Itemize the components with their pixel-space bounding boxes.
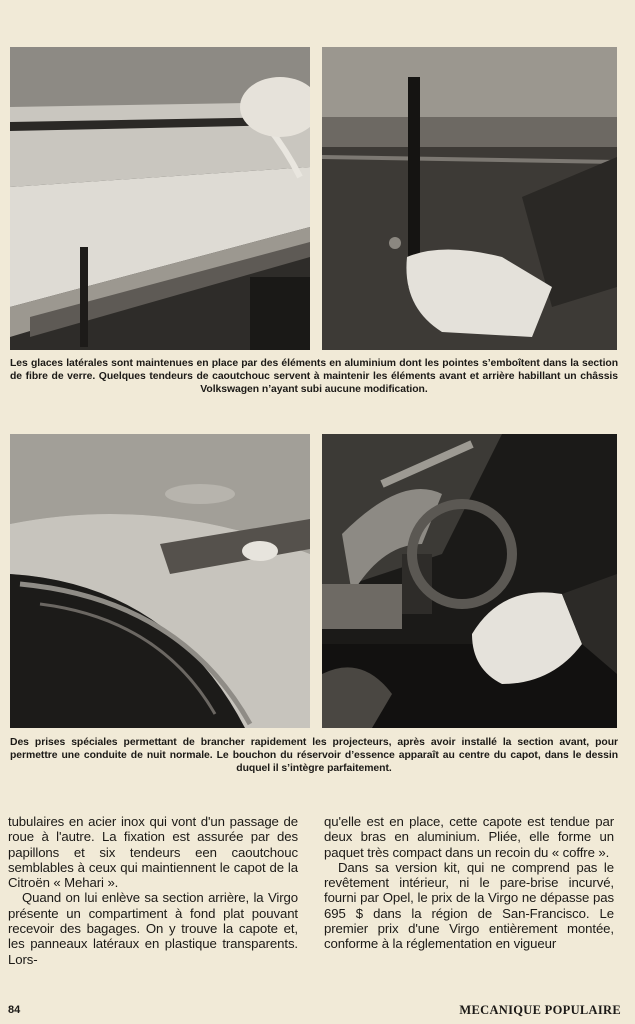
article-right-paragraph-1: qu'elle est en place, cette capote est tendue par deux bras en aluminium. Pliée, elle forme un paquet très compact dans un recoin du « coffre ».: [324, 814, 614, 860]
article-column-right: [324, 814, 614, 952]
article-left-paragraph-1: tubulaires en acier inox qui vont d'un passage de roue à l'autre. La fixation est assurée par des papillons et six tendeurs een caoutchouc semblables à ceux qui maintiennent le capot de la Citroën « Mehari ».: [8, 814, 298, 891]
page-number: 84: [8, 1004, 21, 1016]
photo-rear-hand-rod: [322, 47, 617, 350]
article-column-left: [8, 814, 298, 967]
photo-engine-hand: [322, 434, 617, 728]
caption-top: Les glaces latérales sont maintenues en place par des éléments en aluminium dont les pointes s’emboîtent dans la section de fibre de verre. Quelques tendeurs de caoutchouc servent à maintenir les éléments avant et arrière habillant un châssis Volkswagen n’ayant subi aucune modification.: [10, 358, 618, 395]
photo-headlight-hood: [10, 434, 310, 728]
article-right-paragraph-2: Dans sa version kit, qui ne comprend pas le revêtement intérieur, ni le pare-brise incurvé, fourni par Opel, le prix de la Virgo ne dépasse pas 695 $ dans la région de San-Francisco. Le premier prix d'une Virgo entièrement montée, conforme à la réglementation en vigueur: [324, 859, 614, 952]
caption-bottom: Des prises spéciales permettant de brancher rapidement les projecteurs, après avoir installé la section avant, pour permettre une conduite de nuit normale. Le bouchon du réservoir d’essence apparaît au centre du capot, dans le dessin duquel il s’intègre parfaitement.: [10, 737, 618, 774]
journal-name: MECANIQUE POPULAIRE: [459, 1003, 621, 1017]
photo-side-windows: [10, 47, 310, 350]
article-left-paragraph-2: Quand on lui enlève sa section arrière, la Virgo présente un compartiment à fond plat pouvant recevoir des bagages. On y trouve la capote et, les panneaux latéraux en plastique transparents. Lors-: [8, 890, 298, 967]
